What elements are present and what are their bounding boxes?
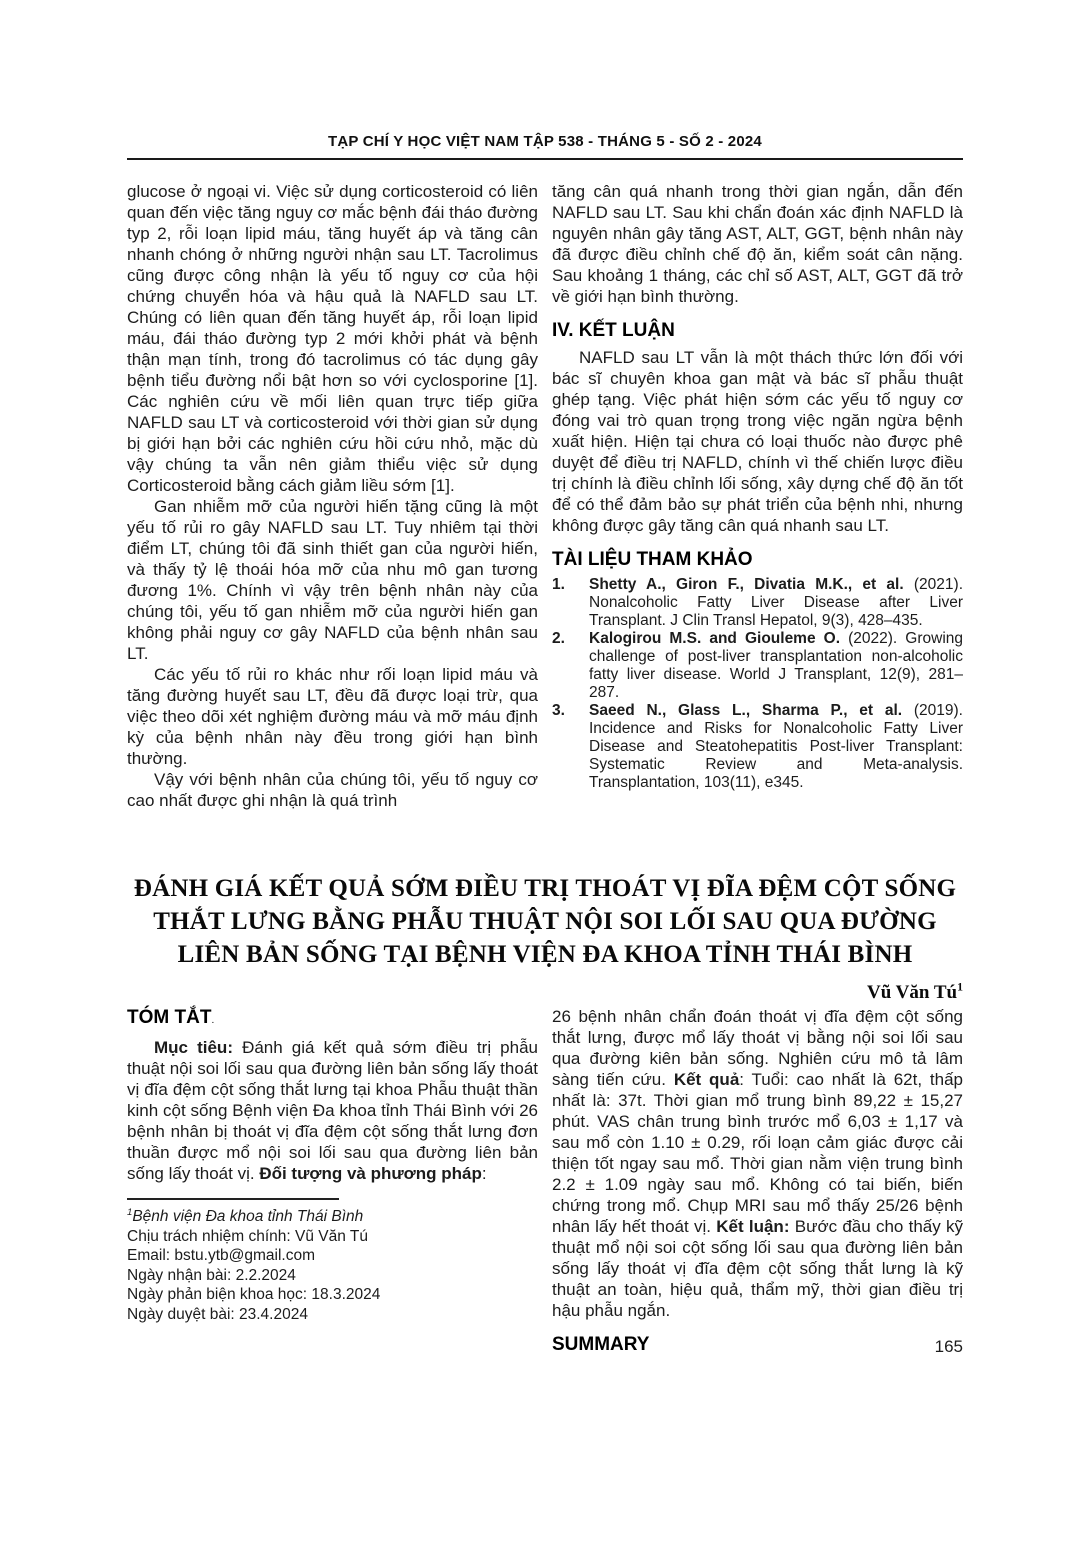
paragraph: tăng cân quá nhanh trong thời gian ngắn, dẫn đến NAFLD sau LT. Sau khi chẩn đoán xác định NAFLD là nguyên nhân gây tăng AST, ALT, GGT, bệnh nhân này đã được điều chỉnh chế độ ăn, kiểm soát cân nặng. Sau khoảng 1 tháng, các chỉ số AST, ALT, GGT đã trở về giới hạn bình thường. bbox=[552, 182, 963, 306]
abstract-paragraph: Mục tiêu: Đánh giá kết quả sớm điều trị phẫu thuật nội soi lối sau qua đường liên bản sống lấy thoát vị đĩa đệm cột sống thắt lưng tại khoa Phẫu thuật thần kinh cột sống Bệnh viện Đa khoa tỉnh Thái Bình với 26 bệnh nhân bị thoát vị đĩa đệm cột sống thắt lưng đơn thuần được mổ nội soi lối sau qua đường liên bản sống lấy thoát vị. Đối tượng và phương pháp: bbox=[127, 1038, 539, 1183]
abstract-heading bbox=[127, 1006, 538, 1032]
article1-body bbox=[127, 181, 963, 811]
title-line: THẮT LƯNG BẰNG PHẪU THUẬT NỘI SOI LỐI SAU QUA ĐƯỜNG bbox=[153, 908, 937, 935]
article2-title-block bbox=[127, 872, 963, 1004]
article2-abstract-section bbox=[127, 1006, 963, 1361]
reference-number: 1. bbox=[552, 576, 565, 593]
footnote-line: Ngày nhận bài: 2.2.2024 bbox=[127, 1266, 296, 1284]
paragraph: Các yếu tố rủi ro khác như rối loạn lipid máu và tăng đường huyết sau LT, đều đã được loại trừ, qua việc theo dõi xét nghiệm đường máu và mỡ máu định kỳ của bệnh nhân này đều trong giới hạn bình thường. bbox=[127, 665, 538, 768]
paragraph: Vậy với bệnh nhân của chúng tôi, yếu tố nguy cơ cao nhất được ghi nhận là quá trình bbox=[127, 770, 538, 810]
abstract-heading-dot: . bbox=[211, 1015, 215, 1026]
conclusion-heading: IV. KẾT LUẬN bbox=[552, 320, 675, 341]
reference-number: 3. bbox=[552, 702, 565, 719]
summary-heading: SUMMARY bbox=[552, 1334, 650, 1355]
reference-list bbox=[552, 576, 963, 792]
abstract-paragraph: 26 bệnh nhân chẩn đoán thoát vị đĩa đệm cột sống thắt lưng, được mổ lấy thoát vị bằng nội soi lối sau qua đường kiên bản sống. Nghiên cứu mô tả lâm sàng tiến cứu. Kết quả: Tuổi: cao nhất là 62t, thấp nhất là: 37t. Thời gian mổ trung bình 89,22 ± 15,27 phút. VAS chân trung bình trước mổ 6,03 ± 1,17 và sau mổ còn 1.10 ± 0.29, rối loạn cảm giác được cải thiện tốt ngay sau mổ. Thời gian nằm viện trung bình 2.2 ± 1.09 ngày sau mổ. Không có tai biến, biến chứng trong mổ. Chụp MRI sau mổ thấy 25/26 bệnh nhân lấy hết thoát vị. Kết luận: Bước đầu cho thấy kỹ thuật mổ nội soi cột sống lối sau qua đường liên bản sống lấy thoát vị đĩa đệm cột sống thắt lưng là kỹ thuật an toàn, hiệu quả, thẩm mỹ, thời gian điều trị hậu phẫu ngắn. bbox=[552, 1007, 963, 1320]
journal-header bbox=[127, 133, 963, 160]
footnote-line: Email: bstu.ytb@gmail.com bbox=[127, 1247, 316, 1264]
paragraph: glucose ở ngoại vi. Việc sử dụng corticosteroid có liên quan đến việc tăng nguy cơ mắc bệnh đái tháo đường typ 2, rỗi loạn lipid máu, tăng huyết áp và tăng cân nhanh chóng ở những người nhận sau LT. Tacrolimus cũng được công nhận là yếu tố nguy cơ của hội chứng chuyển hóa và hậu quả là NAFLD sau LT. Chúng có liên quan đến tăng huyết áp, rỗi loạn lipid máu, đái tháo đường typ 2 mới khởi phát và bệnh thận mạn tính, trong đó tacrolimus có tác dụng gây bệnh tiểu đường nổi bật hơn so với cyclosporine [1]. Các nghiên cứu về mối liên quan trực tiếp giữa NAFLD sau LT và corticosteroid với thời gian sử dụng bị giới hạn bởi các nghiên cứu hồi cứu nhỏ, mặc dù vậy chúng ta vẫn nên giảm thiểu việc sử dụng Corticosteroid bằng cách giảm liều sớm [1]. bbox=[127, 182, 538, 495]
footnote-line: Ngày duyệt bài: 23.4.2024 bbox=[127, 1305, 308, 1323]
reference-text: Shetty A., Giron F., Divatia M.K., et al. (2021). Nonalcoholic Fatty Liver Disease after Liver Transplant. J Clin Transl Hepatol, 9(3), 428–435. bbox=[589, 576, 963, 629]
journal-header-title: TẠP CHÍ Y HỌC VIỆT NAM TẬP 538 - THÁNG 5 - SỐ 2 - 2024 bbox=[328, 133, 762, 150]
article2-right-column bbox=[552, 1006, 963, 1361]
article1-right-column bbox=[552, 181, 963, 811]
article2-footnote bbox=[127, 1198, 538, 1324]
footnote-line: Ngày phản biện khoa học: 18.3.2024 bbox=[127, 1286, 381, 1303]
reference-item bbox=[552, 630, 963, 702]
reference-text: Saeed N., Glass L., Sharma P., et al. (2019). Incidence and Risks for Nonalcoholic Fatty Liver Disease and Steatohepatitis Post-liver Transplant: Systematic Review and Meta-analysis. Transplantation, 103(11), e345. bbox=[589, 702, 963, 791]
footnote-affiliation: $^1$Bệnh viện Đa khoa tỉnh Thái Bình bbox=[127, 1206, 364, 1225]
article1-left-column bbox=[127, 181, 538, 811]
title-line: LIÊN BẢN SỐNG TẠI BỆNH VIỆN ĐA KHOA TỈNH THÁI BÌNH bbox=[177, 941, 913, 968]
article2-author: Vũ Văn $Tú^1$ bbox=[866, 980, 963, 1003]
article2-left-column bbox=[127, 1006, 538, 1361]
abstract-heading-text: TÓM TẮT bbox=[127, 1007, 212, 1028]
reference-text: Kalogirou M.S. and Giouleme O. (2022). Growing challenge of post-liver transplantation non-alcoholic fatty liver disease. World J Transplant, 12(9), 281–287. bbox=[589, 630, 963, 701]
reference-number: 2. bbox=[552, 630, 565, 647]
title-line: ĐÁNH GIÁ KẾT QUẢ SỚM ĐIỀU TRỊ THOÁT VỊ ĐĨA ĐỆM CỘT SỐNG bbox=[133, 875, 957, 902]
footnote-line: Chịu trách nhiệm chính: Vũ Văn Tú bbox=[127, 1227, 368, 1245]
reference-item bbox=[552, 576, 963, 630]
page-number: 165 bbox=[934, 1337, 963, 1356]
article2-title bbox=[127, 872, 963, 971]
conclusion-paragraph: NAFLD sau LT vẫn là một thách thức lớn đối với bác sĩ chuyên khoa gan mật và bác sĩ phẫu thuật ghép tạng. Việc phát hiện sớm các yếu tố nguy cơ đóng vai trò quan trọng trong việc ngăn ngừa bệnh xuất hiện. Hiện tại chưa có loại thuốc nào được phê duyệt để điều trị NAFLD, chính vì thế chiến lược điều trị chính là điều chỉnh lối sống, xây dựng chế độ ăn tốt để có thể đảm bảo sự phát triển của bệnh nhi, nhưng không được gây tăng cân quá nhanh sau LT. bbox=[552, 348, 963, 535]
references-heading: TÀI LIỆU THAM KHẢO bbox=[552, 549, 753, 570]
reference-item bbox=[552, 702, 963, 792]
footnote-separator bbox=[127, 1198, 339, 1200]
paragraph: Gan nhiễm mỡ của người hiến tặng cũng là một yếu tố rủi ro gây NAFLD sau LT. Tuy nhiêm tại thời điểm LT, chúng tôi đã sinh thiết gan của người hiến, và thấy tỷ lệ thoái hóa mỡ của nhu mô gan tương đương 1%. Chính vì vậy trên bệnh nhân này của chúng tôi, yếu tố gan nhiễm mỡ của người hiến gan không phải nguy cơ gây NAFLD của bệnh nhân sau LT. bbox=[127, 497, 538, 663]
